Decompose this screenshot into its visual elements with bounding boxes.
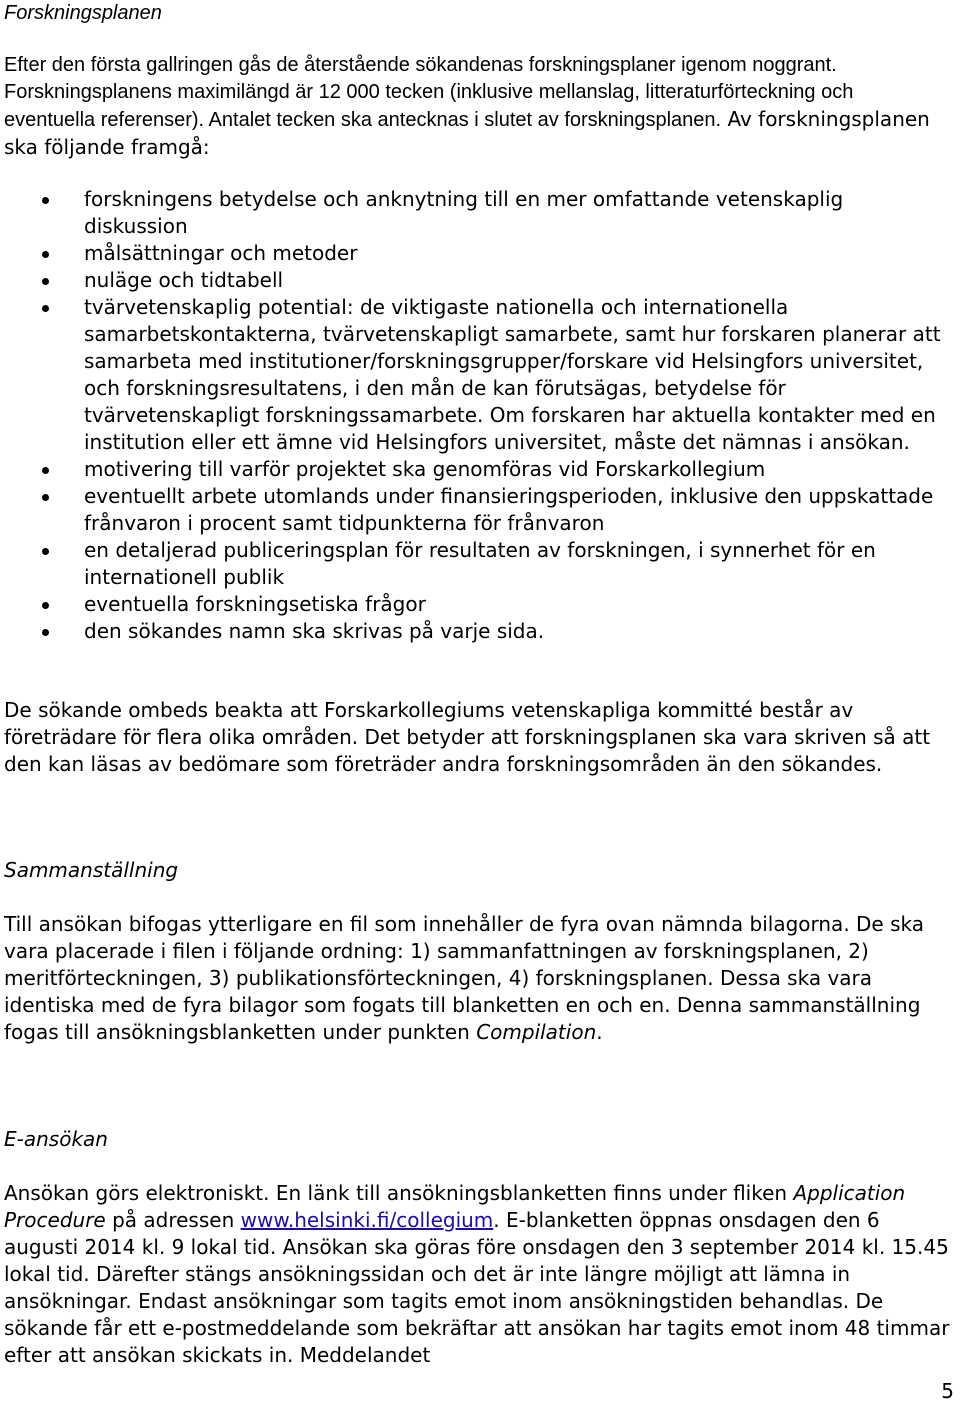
intro-paragraph — [4, 52, 950, 162]
list-item-text: eventuella forskningsetiska frågor — [84, 592, 426, 616]
section-forskningsplanen — [4, 0, 950, 162]
bullet-icon — [42, 251, 49, 258]
requirements-list — [4, 186, 950, 645]
list-item — [4, 294, 950, 456]
bullet-icon — [42, 494, 49, 501]
e-application-paragraph — [4, 1180, 950, 1369]
bullet-icon — [42, 602, 49, 609]
intro-tail-text: Av forskningsplanen ska följande framgå: — [4, 107, 930, 159]
section-heading: E-ansökan — [4, 1127, 108, 1151]
section-e-ansokan — [4, 1126, 950, 1369]
application-procedure-term: Application Procedure — [4, 1181, 906, 1232]
list-item — [4, 537, 950, 591]
list-item-text: motivering till varför projektet ska genomföras vid Forskarkollegium — [84, 457, 766, 481]
e-application-text: Ansökan görs elektroniskt. En länk till ansökningsblanketten finns under fliken — [4, 1181, 794, 1205]
list-item-text: forskningens betydelse och anknytning till en mer omfattande vetenskaplig diskussion — [84, 187, 844, 238]
list-item-text: den sökandes namn ska skrivas på varje sida. — [84, 619, 545, 643]
bullet-icon — [42, 629, 49, 636]
e-application-text: på adressen — [105, 1208, 241, 1232]
compilation-text-end: . — [596, 1020, 603, 1044]
section-sammanstallning — [4, 857, 950, 1046]
bullet-icon — [42, 278, 49, 285]
bullet-icon — [42, 197, 49, 204]
list-item-text: målsättningar och metoder — [84, 241, 358, 265]
list-item — [4, 456, 950, 483]
list-item — [4, 240, 950, 267]
compilation-paragraph — [4, 911, 950, 1046]
compilation-text: Till ansökan bifogas ytterligare en fil som innehåller de fyra ovan nämnda bilagorna. De ska vara placerade i filen i följande ordning: 1) sammanfattningen av forskningsplanen, 2) meritförteckningen, 3) publikationsförteckningen, 4) forskningsplanen. Dessa ska vara identiska med de fyra bilagor som fogats till blanketten en och en. Denna sammanställning fogas till ansökningsblanketten under punkten — [4, 912, 924, 1044]
closing-paragraph: De sökande ombeds beakta att Forskarkollegiums vetenskapliga kommitté består av företrädare för flera olika områden. Det betyder att forskningsplanen ska vara skriven så att den kan läsas av bedömare som företräder andra forskningsområden än den sökandes. — [4, 698, 931, 776]
list-item-text: tvärvetenskaplig potential: de viktigaste nationella och internationella samarbetskontakterna, tvärvetenskapligt samarbete, samt hur forskaren planerar att samarbeta med institutioner/forskningsgrupper/forskare vid Helsingfors universitet, och forskningsresultatens, i den mån de kan förutsägas, betydelse för tvärvetenskapligt forskningssamarbete. Om forskaren har aktuella kontakter med en institution eller ett ämne vid Helsingfors universitet, måste det nämnas i ansökan. — [84, 295, 941, 454]
intro-text: Efter den första gallringen gås de återstående sökandenas forskningsplaner igenom noggrant. Forskningsplanens maximilängd är 12 000 tecken (inklusive mellanslag, litteraturförteckning och eventuella referenser). Antalet tecken ska antecknas i slutet av forskningsplanen. — [4, 54, 854, 131]
bullet-icon — [42, 305, 49, 312]
section-heading: Forskningsplanen — [4, 2, 162, 24]
bullet-icon — [42, 548, 49, 555]
page-number: 5 — [941, 1379, 954, 1403]
list-item — [4, 618, 950, 645]
list-item — [4, 483, 950, 537]
collegium-link[interactable]: www.helsinki.fi/collegium — [240, 1208, 494, 1232]
list-item-text: eventuellt arbete utomlands under finansieringsperioden, inklusive den uppskattade frånvaron i procent samt tidpunkterna för frånvaron — [84, 484, 934, 535]
list-item-text: en detaljerad publiceringsplan för resultaten av forskningen, i synnerhet för en internationell publik — [84, 538, 876, 589]
compilation-term: Compilation — [476, 1020, 597, 1044]
list-item — [4, 267, 950, 294]
list-item — [4, 186, 950, 240]
section-heading: Sammanställning — [4, 858, 179, 882]
bullet-icon — [42, 467, 49, 474]
list-item-text: nuläge och tidtabell — [84, 268, 284, 292]
list-item — [4, 591, 950, 618]
e-application-text: . E-blanketten öppnas onsdagen den 6 augusti 2014 kl. 9 lokal tid. Ansökan ska göras före onsdagen den 3 september 2014 kl. 15.45 lokal tid. Därefter stängs ansökningssidan och det är inte längre möjligt att lämna in ansökningar. Endast ansökningar som tagits emot inom ansökningstiden behandlas. De sökande får ett e-postmeddelande som bekräftar att ansökan har tagits emot inom 48 timmar efter att ansökan skickats in. Meddelandet — [4, 1208, 950, 1367]
